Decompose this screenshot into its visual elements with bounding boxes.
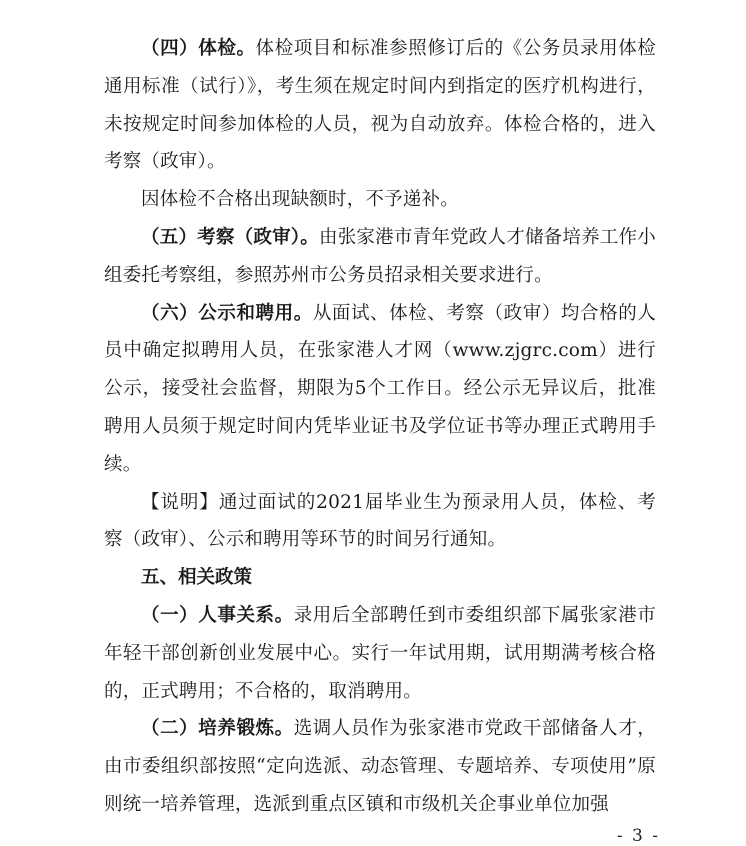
paragraph-body: 因体检不合格出现缺额时，不予递补。 [141, 189, 459, 211]
paragraph-inspection [104, 219, 656, 295]
paragraph-publicity-hiring [104, 295, 656, 484]
paragraph-lead: （六）公示和聘用。 [141, 302, 313, 324]
paragraph-lead: （一）人事关系。 [141, 604, 294, 626]
paragraph-note [104, 484, 656, 560]
document-page [104, 30, 656, 824]
paragraph-body: 选调人员作为张家港市党政干部储备人才，由市委组织部按照“定向选派、动态管理、专题培养、专项使用”原则统一培养管理，选派到重点区镇和市级机关企事业单位加强 [104, 718, 656, 815]
page-number: - 3 - [616, 826, 660, 846]
paragraph-body: 从面试、体检、考察（政审）均合格的人员中确定拟聘用人员，在张家港人才网（www.zjgrc.com）进行公示，接受社会监督，期限为5个工作日。经公示无异议后，批准聘用人员须于规定时间内凭毕业证书及学位证书等办理正式聘用手续。 [104, 302, 656, 475]
paragraph-body: 录用后全部聘任到市委组织部下属张家港市年轻干部创新创业发展中心。实行一年试用期，试用期满考核合格的，正式聘用；不合格的，取消聘用。 [104, 604, 656, 702]
paragraph-body: 由张家港市青年党政人才储备培养工作小组委托考察组，参照苏州市公务员招录相关要求进行。 [104, 226, 656, 286]
paragraph-training [104, 710, 656, 823]
paragraph-body: 体检项目和标准参照修订后的《公务员录用体检通用标准（试行）》，考生须在规定时间内到指定的医疗机构进行，未按规定时间参加体检的人员，视为自动放弃。体检合格的，进入考察（政审）。 [104, 38, 656, 173]
paragraph-no-replacement [104, 181, 656, 219]
paragraph-lead: （五）考察（政审）。 [141, 226, 319, 248]
paragraph-physical-exam [104, 30, 656, 181]
paragraph-body: 【说明】通过面试的2021届毕业生为预录用人员，体检、考察（政审）、公示和聘用等环节的时间另行通知。 [104, 491, 656, 551]
section-heading: 五、相关政策 [141, 567, 253, 589]
paragraph-personnel-relations [104, 597, 656, 710]
paragraph-lead: （二）培养锻炼。 [141, 718, 294, 740]
paragraph-lead: （四）体检。 [141, 38, 256, 59]
